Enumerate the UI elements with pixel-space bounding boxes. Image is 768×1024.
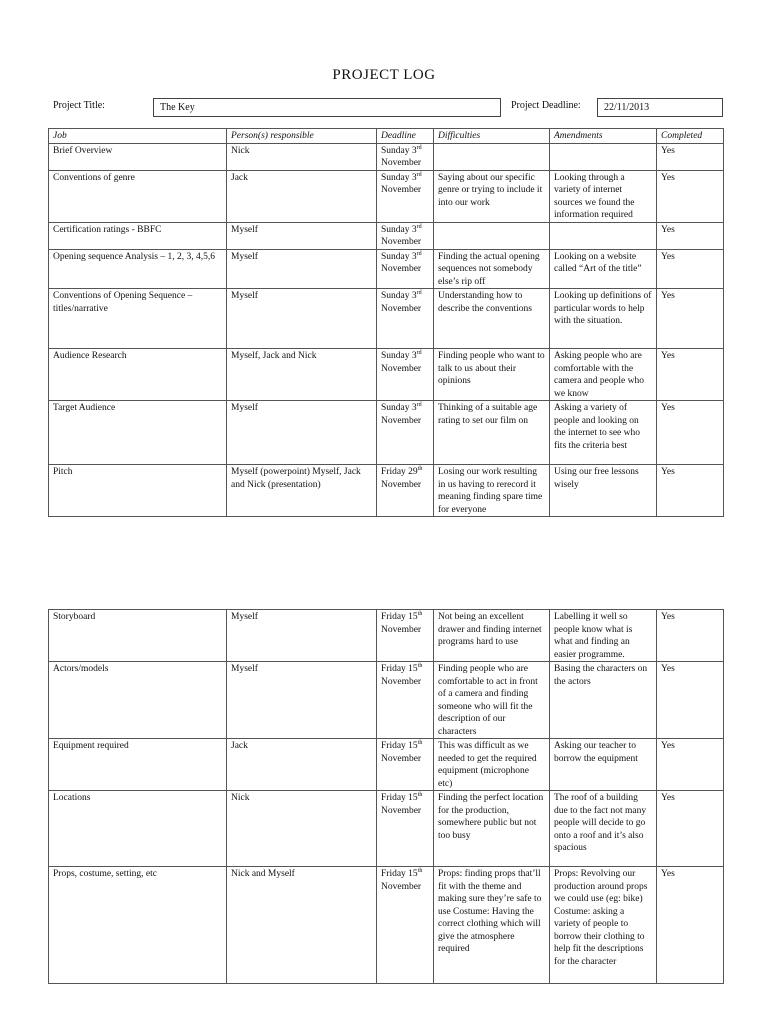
deadline-month: November [381, 753, 422, 764]
deadline-suffix: rd [416, 250, 422, 257]
deadline-month: November [381, 303, 422, 314]
header-difficulties: Difficulties [434, 129, 550, 144]
table-row [49, 170, 724, 222]
table-row [49, 867, 724, 984]
cell-person: Nick and Myself [227, 867, 377, 984]
cell-difficulties [434, 143, 550, 170]
deadline-day: Friday 15 [381, 793, 418, 803]
cell-amendments: Looking through a variety of internet sources we found the information required [550, 170, 657, 222]
cell-job: Conventions of genre [49, 170, 227, 222]
deadline-month: November [381, 676, 422, 687]
header-person: Person(s) responsible [227, 129, 377, 144]
cell-difficulties: Saying about our specific genre or trying to include it into our work [434, 170, 550, 222]
cell-person: Nick [227, 143, 377, 170]
cell-job: Props, costume, setting, etc [49, 867, 227, 984]
table-row [49, 739, 724, 791]
deadline-suffix: rd [416, 289, 422, 296]
header-amendments: Amendments [550, 129, 657, 144]
deadline-month: November [381, 805, 422, 816]
deadline-suffix: th [417, 867, 423, 874]
deadline-month: November [381, 264, 422, 274]
cell-amendments [550, 222, 657, 249]
cell-amendments: Asking a variety of people and looking on the internet to see who fits the criteria best [550, 401, 657, 465]
deadline-month: November [381, 479, 422, 490]
cell-completed: Yes [657, 289, 724, 349]
cell-deadline [377, 610, 434, 662]
project-log-table-2 [48, 609, 724, 984]
deadline-suffix: th [417, 739, 423, 746]
cell-completed: Yes [657, 170, 724, 222]
cell-job: Opening sequence Analysis – 1, 2, 3, 4,5,6 [49, 249, 227, 289]
cell-completed: Yes [657, 610, 724, 662]
cell-amendments: Labelling it well so people know what is what and finding an easier programme. [550, 610, 657, 662]
deadline-day: Sunday 3 [381, 403, 417, 413]
deadline-month: November [381, 624, 422, 635]
table-row [49, 610, 724, 662]
cell-person: Myself [227, 610, 377, 662]
cell-amendments: Looking on a website called “Art of the title” [550, 249, 657, 289]
table-row [49, 791, 724, 867]
cell-completed: Yes [657, 791, 724, 867]
cell-completed: Yes [657, 867, 724, 984]
cell-amendments: Basing the characters on the actors [550, 662, 657, 739]
header-completed: Completed [657, 129, 724, 144]
deadline-suffix: th [417, 465, 423, 472]
deadline-day: Sunday 3 [381, 172, 417, 183]
cell-person: Myself, Jack and Nick [227, 349, 377, 401]
cell-deadline [377, 170, 434, 222]
cell-person: Jack [227, 739, 377, 791]
deadline-day: Sunday 3 [381, 224, 417, 235]
cell-amendments: Using our free lessons wisely [550, 465, 657, 517]
cell-job: Actors/models [49, 662, 227, 739]
cell-deadline [377, 222, 434, 249]
cell-difficulties: Finding people who want to talk to us about their opinions [434, 349, 550, 401]
cell-difficulties: Understanding how to describe the conventions [434, 289, 550, 349]
deadline-suffix: rd [416, 223, 422, 230]
cell-job: Brief Overview [49, 143, 227, 170]
project-deadline-label: Project Deadline: [511, 100, 581, 111]
cell-person: Nick [227, 791, 377, 867]
cell-difficulties: Not being an excellent drawer and finding internet programs hard to use [434, 610, 550, 662]
cell-person: Myself (powerpoint) Myself, Jack and Nick (presentation) [227, 465, 377, 517]
deadline-month: November [381, 237, 422, 247]
cell-person: Jack [227, 170, 377, 222]
cell-person: Myself [227, 222, 377, 249]
table-row [49, 249, 724, 289]
project-title-label: Project Title: [53, 100, 105, 111]
table-row [49, 465, 724, 517]
table-header-row [49, 129, 724, 144]
cell-job: Audience Research [49, 349, 227, 401]
cell-deadline [377, 662, 434, 739]
deadline-day: Sunday 3 [381, 351, 417, 361]
table-row [49, 401, 724, 465]
deadline-day: Friday 15 [381, 741, 418, 751]
cell-job: Storyboard [49, 610, 227, 662]
cell-deadline [377, 867, 434, 984]
deadline-suffix: rd [416, 144, 422, 151]
cell-difficulties: Finding people who are comfortable to act in front of a camera and finding someone who will fit the description of our characters [434, 662, 550, 739]
deadline-day: Sunday 3 [381, 291, 417, 301]
cell-difficulties: Finding the perfect location for the production, somewhere public but not too busy [434, 791, 550, 867]
deadline-suffix: th [417, 791, 423, 798]
cell-person: Myself [227, 249, 377, 289]
cell-completed: Yes [657, 222, 724, 249]
cell-completed: Yes [657, 349, 724, 401]
cell-amendments [550, 143, 657, 170]
deadline-suffix: th [417, 662, 423, 669]
deadline-day: Sunday 3 [381, 251, 417, 262]
cell-job: Locations [49, 791, 227, 867]
deadline-day: Friday 15 [381, 612, 418, 622]
table-row [49, 222, 724, 249]
cell-amendments: Props: Revolving our production around props we could use (eg: bike) Costume: asking a variety of people to borrow their clothing to help fit the descriptions for the character [550, 867, 657, 984]
cell-difficulties: Props: finding props that’ll fit with the theme and making sure they’re safe to use Costume: Having the correct clothing which will give the atmosphere required [434, 867, 550, 984]
cell-completed: Yes [657, 401, 724, 465]
cell-job: Conventions of Opening Sequence – titles/narrative [49, 289, 227, 349]
cell-completed: Yes [657, 143, 724, 170]
cell-person: Myself [227, 401, 377, 465]
cell-amendments: The roof of a building due to the fact not many people will decide to go onto a roof and it’s also spacious [550, 791, 657, 867]
cell-job: Certification ratings - BBFC [49, 222, 227, 249]
cell-deadline [377, 739, 434, 791]
deadline-month: November [381, 363, 422, 374]
deadline-month: November [381, 158, 422, 168]
cell-deadline [377, 349, 434, 401]
cell-deadline [377, 289, 434, 349]
cell-deadline [377, 249, 434, 289]
cell-deadline [377, 401, 434, 465]
cell-completed: Yes [657, 739, 724, 791]
table-row [49, 289, 724, 349]
cell-person: Myself [227, 289, 377, 349]
cell-amendments: Asking people who are comfortable with the camera and people who we know [550, 349, 657, 401]
cell-completed: Yes [657, 465, 724, 517]
cell-difficulties: This was difficult as we needed to get the required equipment (microphone etc) [434, 739, 550, 791]
table-row [49, 662, 724, 739]
deadline-suffix: rd [416, 349, 422, 356]
cell-job: Target Audience [49, 401, 227, 465]
project-log-table-1 [48, 128, 724, 517]
deadline-month: November [381, 415, 422, 426]
cell-deadline [377, 143, 434, 170]
deadline-day: Friday 15 [381, 664, 418, 674]
cell-amendments: Looking up definitions of particular words to help with the situation. [550, 289, 657, 349]
table-row [49, 349, 724, 401]
header-job: Job [49, 129, 227, 144]
cell-amendments: Asking our teacher to borrow the equipment [550, 739, 657, 791]
cell-difficulties: Finding the actual opening sequences not somebody else’s rip off [434, 249, 550, 289]
cell-difficulties: Thinking of a suitable age rating to set our film on [434, 401, 550, 465]
header-deadline: Deadline [377, 129, 434, 144]
cell-deadline [377, 465, 434, 517]
cell-job: Equipment required [49, 739, 227, 791]
cell-person: Myself [227, 662, 377, 739]
cell-difficulties: Losing our work resulting in us having to rerecord it meaning finding spare time for everyone [434, 465, 550, 517]
deadline-day: Friday 15 [381, 869, 418, 879]
cell-completed: Yes [657, 249, 724, 289]
cell-difficulties [434, 222, 550, 249]
table-row [49, 143, 724, 170]
cell-completed: Yes [657, 662, 724, 739]
deadline-suffix: th [417, 610, 423, 617]
deadline-day: Sunday 3 [381, 145, 417, 156]
page-title: PROJECT LOG [332, 67, 436, 83]
deadline-month: November [381, 185, 422, 195]
cell-job: Pitch [49, 465, 227, 517]
deadline-month: November [381, 881, 422, 892]
deadline-day: Friday 29 [381, 467, 418, 477]
project-deadline-field: 22/11/2013 [597, 98, 723, 117]
deadline-suffix: rd [416, 401, 422, 408]
cell-deadline [377, 791, 434, 867]
project-title-field: The Key [153, 98, 501, 117]
deadline-suffix: rd [416, 171, 422, 178]
